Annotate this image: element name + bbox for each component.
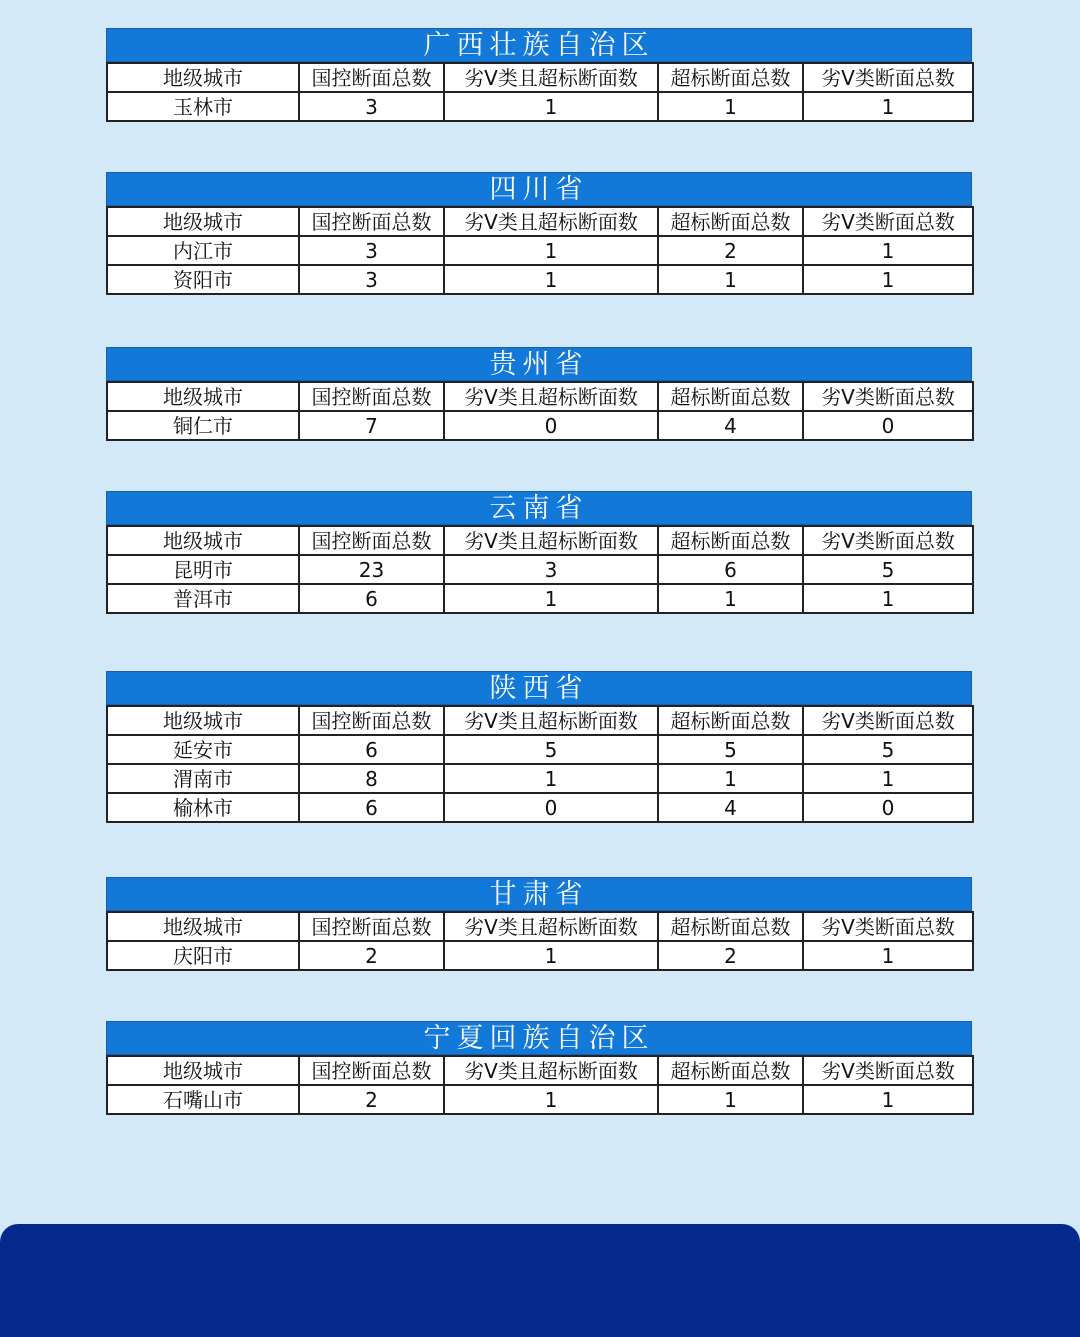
header-worse-v-total: 劣Ⅴ类断面总数: [803, 63, 973, 92]
cell-worse-v-exceed: 1: [444, 584, 658, 613]
data-table: [106, 525, 974, 614]
header-worse-v-total: 劣Ⅴ类断面总数: [803, 207, 973, 236]
cell-total-sections: 6: [299, 735, 444, 764]
header-exceed-total: 超标断面总数: [658, 63, 803, 92]
cell-total-sections: 3: [299, 236, 444, 265]
cell-worse-v-exceed: 0: [444, 411, 658, 440]
cell-exceed-total: 5: [658, 735, 803, 764]
cell-worse-v-total: 1: [803, 764, 973, 793]
cell-total-sections: 6: [299, 584, 444, 613]
cell-exceed-total: 6: [658, 555, 803, 584]
header-worse-v-exceed: 劣Ⅴ类且超标断面数: [444, 912, 658, 941]
table-row: [107, 735, 973, 764]
header-city: 地级城市: [107, 1056, 299, 1085]
cell-worse-v-total: 1: [803, 584, 973, 613]
footer-bar: [0, 1224, 1080, 1337]
table-row: [107, 941, 973, 970]
header-worse-v-total: 劣Ⅴ类断面总数: [803, 382, 973, 411]
cell-total-sections: 3: [299, 92, 444, 121]
cell-worse-v-total: 1: [803, 265, 973, 294]
table-row: [107, 764, 973, 793]
table-row: [107, 793, 973, 822]
province-title: 甘肃省: [106, 877, 972, 911]
cell-total-sections: 23: [299, 555, 444, 584]
header-total-sections: 国控断面总数: [299, 1056, 444, 1085]
header-total-sections: 国控断面总数: [299, 207, 444, 236]
cell-exceed-total: 1: [658, 764, 803, 793]
cell-exceed-total: 2: [658, 236, 803, 265]
province-table-gansu: [106, 877, 972, 971]
table-row: [107, 555, 973, 584]
cell-worse-v-total: 1: [803, 92, 973, 121]
header-exceed-total: 超标断面总数: [658, 912, 803, 941]
cell-worse-v-total: 5: [803, 555, 973, 584]
header-exceed-total: 超标断面总数: [658, 382, 803, 411]
cell-city: 延安市: [107, 735, 299, 764]
header-row: [107, 912, 973, 941]
cell-exceed-total: 1: [658, 584, 803, 613]
header-exceed-total: 超标断面总数: [658, 526, 803, 555]
data-table: [106, 911, 974, 971]
cell-worse-v-exceed: 1: [444, 1085, 658, 1114]
table-row: [107, 1085, 973, 1114]
header-exceed-total: 超标断面总数: [658, 706, 803, 735]
header-city: 地级城市: [107, 526, 299, 555]
table-row: [107, 584, 973, 613]
cell-exceed-total: 1: [658, 1085, 803, 1114]
cell-city: 内江市: [107, 236, 299, 265]
header-row: [107, 706, 973, 735]
header-worse-v-total: 劣Ⅴ类断面总数: [803, 706, 973, 735]
cell-worse-v-exceed: 1: [444, 941, 658, 970]
table-row: [107, 411, 973, 440]
province-title: 广西壮族自治区: [106, 28, 972, 62]
cell-city: 榆林市: [107, 793, 299, 822]
cell-total-sections: 2: [299, 1085, 444, 1114]
cell-city: 昆明市: [107, 555, 299, 584]
header-total-sections: 国控断面总数: [299, 706, 444, 735]
header-worse-v-exceed: 劣Ⅴ类且超标断面数: [444, 706, 658, 735]
cell-worse-v-exceed: 5: [444, 735, 658, 764]
table-row: [107, 236, 973, 265]
header-city: 地级城市: [107, 382, 299, 411]
cell-exceed-total: 1: [658, 92, 803, 121]
header-row: [107, 1056, 973, 1085]
cell-city: 石嘴山市: [107, 1085, 299, 1114]
data-table: [106, 1055, 974, 1115]
header-worse-v-total: 劣Ⅴ类断面总数: [803, 1056, 973, 1085]
header-worse-v-total: 劣Ⅴ类断面总数: [803, 526, 973, 555]
cell-worse-v-total: 0: [803, 793, 973, 822]
cell-worse-v-exceed: 0: [444, 793, 658, 822]
cell-exceed-total: 4: [658, 793, 803, 822]
header-total-sections: 国控断面总数: [299, 526, 444, 555]
header-city: 地级城市: [107, 63, 299, 92]
header-worse-v-exceed: 劣Ⅴ类且超标断面数: [444, 382, 658, 411]
province-table-guizhou: [106, 347, 972, 441]
cell-total-sections: 7: [299, 411, 444, 440]
cell-worse-v-exceed: 1: [444, 265, 658, 294]
province-title: 陕西省: [106, 671, 972, 705]
header-row: [107, 526, 973, 555]
header-city: 地级城市: [107, 207, 299, 236]
header-worse-v-exceed: 劣Ⅴ类且超标断面数: [444, 63, 658, 92]
cell-exceed-total: 2: [658, 941, 803, 970]
province-table-shaanxi: [106, 671, 972, 823]
province-title: 宁夏回族自治区: [106, 1021, 972, 1055]
header-total-sections: 国控断面总数: [299, 63, 444, 92]
cell-exceed-total: 4: [658, 411, 803, 440]
cell-exceed-total: 1: [658, 265, 803, 294]
cell-city: 普洱市: [107, 584, 299, 613]
header-exceed-total: 超标断面总数: [658, 1056, 803, 1085]
cell-city: 渭南市: [107, 764, 299, 793]
header-worse-v-exceed: 劣Ⅴ类且超标断面数: [444, 1056, 658, 1085]
data-table: [106, 381, 974, 441]
cell-worse-v-total: 1: [803, 1085, 973, 1114]
cell-city: 铜仁市: [107, 411, 299, 440]
province-title: 四川省: [106, 172, 972, 206]
cell-total-sections: 3: [299, 265, 444, 294]
header-row: [107, 382, 973, 411]
province-title: 云南省: [106, 491, 972, 525]
cell-worse-v-total: 5: [803, 735, 973, 764]
cell-total-sections: 2: [299, 941, 444, 970]
header-worse-v-total: 劣Ⅴ类断面总数: [803, 912, 973, 941]
cell-worse-v-total: 1: [803, 236, 973, 265]
province-table-sichuan: [106, 172, 972, 295]
table-row: [107, 92, 973, 121]
cell-total-sections: 8: [299, 764, 444, 793]
province-table-guangxi: [106, 28, 972, 122]
header-city: 地级城市: [107, 706, 299, 735]
table-row: [107, 265, 973, 294]
cell-city: 资阳市: [107, 265, 299, 294]
header-row: [107, 207, 973, 236]
header-worse-v-exceed: 劣Ⅴ类且超标断面数: [444, 207, 658, 236]
header-total-sections: 国控断面总数: [299, 382, 444, 411]
cell-worse-v-total: 1: [803, 941, 973, 970]
province-title: 贵州省: [106, 347, 972, 381]
cell-city: 庆阳市: [107, 941, 299, 970]
cell-city: 玉林市: [107, 92, 299, 121]
province-table-ningxia: [106, 1021, 972, 1115]
province-table-yunnan: [106, 491, 972, 614]
header-row: [107, 63, 973, 92]
header-city: 地级城市: [107, 912, 299, 941]
data-table: [106, 206, 974, 295]
cell-worse-v-exceed: 1: [444, 236, 658, 265]
header-worse-v-exceed: 劣Ⅴ类且超标断面数: [444, 526, 658, 555]
header-total-sections: 国控断面总数: [299, 912, 444, 941]
cell-worse-v-total: 0: [803, 411, 973, 440]
cell-worse-v-exceed: 1: [444, 764, 658, 793]
cell-worse-v-exceed: 3: [444, 555, 658, 584]
cell-worse-v-exceed: 1: [444, 92, 658, 121]
data-table: [106, 62, 974, 122]
data-table: [106, 705, 974, 823]
header-exceed-total: 超标断面总数: [658, 207, 803, 236]
cell-total-sections: 6: [299, 793, 444, 822]
